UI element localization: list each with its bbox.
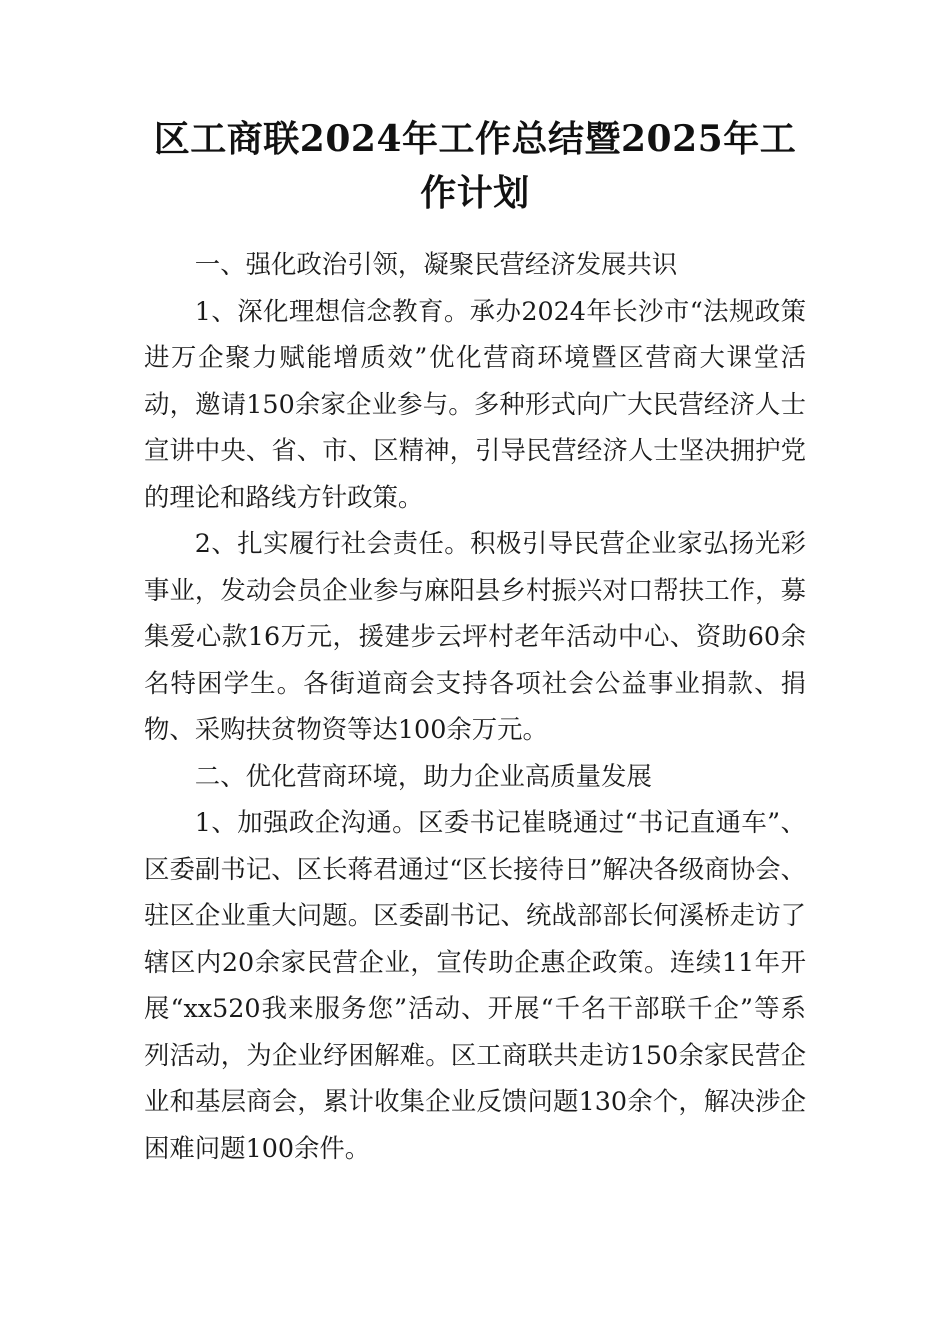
paragraph: 1、加强政企沟通。区委书记崔晓通过“书记直通车”、区委副书记、区长蒋君通过“区长接待日”解决各级商协会、驻区企业重大问题。区委副书记、统战部部长何溪桥走访了辖区内20余家民营企业，宣传助企惠企政策。连续11年开展“xx520我来服务您”活动、开展“千名干部联千企”等系列活动，为企业纾困解难。区工商联共走访150余家民营企业和基层商会，累计收集企业反馈问题130余个，解决涉企困难问题100余件。 [144,807,806,1163]
section-heading: 一、强化政治引领，凝聚民营经济发展共识 [194,249,678,279]
paragraph: 1、深化理想信念教育。承办2024年长沙市“法规政策进万企聚力赋能增质效”优化营商环境暨区营商大课堂活动，邀请150余家企业参与。多种形式向广大民营经济人士宣讲中央、省、市、区精神，引导民营经济人士坚决拥护党的理论和路线方针政策。 [144,295,806,512]
document-title: 区工商联2024年工作总结暨2025年工作计划 [153,118,797,214]
document-body [144,241,806,1171]
section-heading: 二、优化营商环境，助力企业高质量发展 [194,760,652,791]
paragraph: 2、扎实履行社会责任。积极引导民营企业家弘扬光彩事业，发动会员企业参与麻阳县乡村振兴对口帮扶工作，募集爱心款16万元，援建步云坪村老年活动中心、资助60余名特困学生。各街道商会支持各项社会公益事业捐款、捐物、采购扶贫物资等达100余万元。 [144,528,806,744]
